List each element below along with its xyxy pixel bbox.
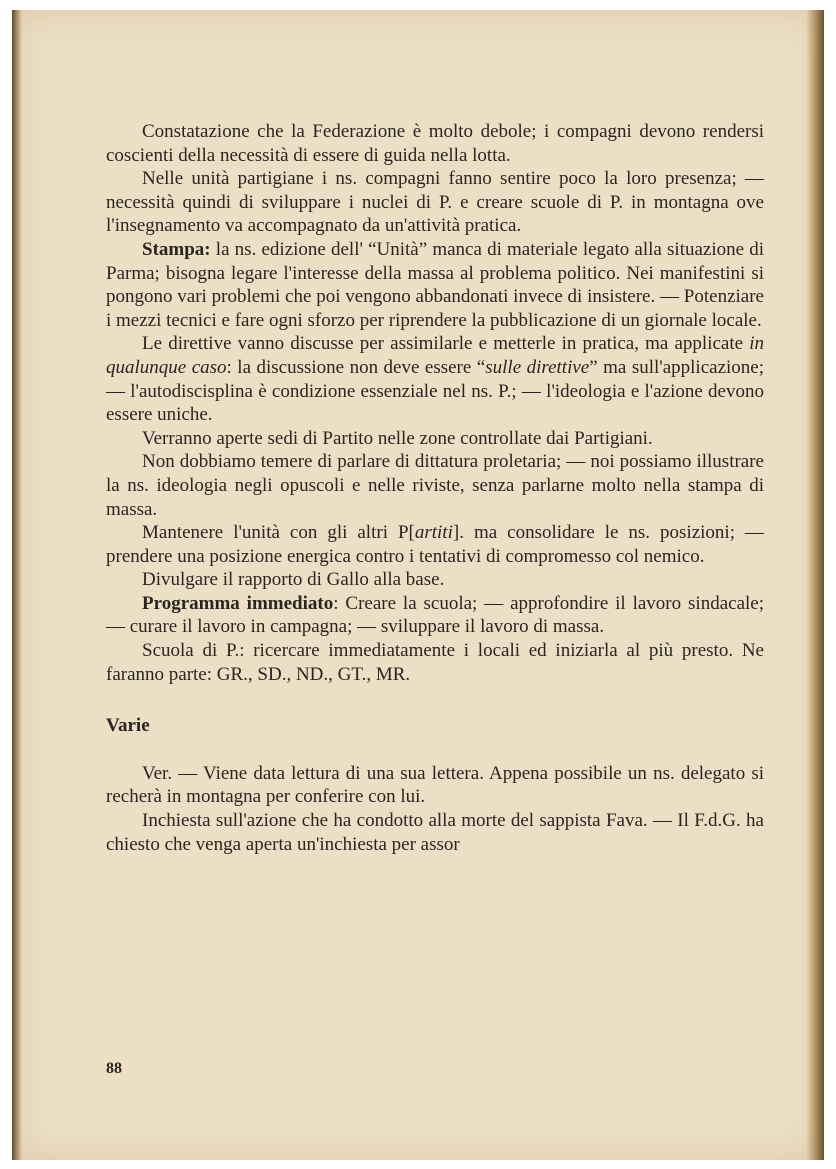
stampa-lead: Stampa: [142, 238, 211, 260]
body-text [106, 120, 764, 856]
paragraph-unita-partigiane: Nelle unità partigiane i ns. compagni fanno sentire poco la loro presenza; — necessità quindi di sviluppare i nuclei di P. e creare scuole di P. in montagna ove l'insegnamento va accompagnato da un'attività pratica. [106, 168, 764, 237]
section-heading-varie: Varie [106, 715, 150, 737]
page-gutter-right [806, 10, 824, 1160]
page-number: 88 [106, 1060, 122, 1077]
paragraph-direttive: Le direttive vanno discusse per assimilarle e metterle in pratica, ma applicate in qualunque caso: la discussione non deve essere “sulle direttive” ma sull'applicazione; — l'autodiscisplina è condizione essenziale nel ns. P.; — l'ideologia e l'azione devono essere uniche. [106, 333, 765, 426]
paragraph-stampa: Stampa: la ns. edizione dell' “Unità” manca di materiale legato alla situazione di Parma; bisogna legare l'interesse della massa al problema politico. Nei manifestini si pongono vari problemi che poi vengono abbandonati invece di insistere. — Potenziare i mezzi tecnici e fare ogni sforzo per riprendere la pubblicazione di un giornale locale. [106, 238, 764, 331]
paragraph-programma: Programma immediato: Creare la scuola; — approfondire il lavoro sindacale; — curare il lavoro in campagna; — sviluppare il lavoro di massa. [106, 592, 764, 638]
paragraph-ver: Ver. — Viene data lettura di una sua lettera. Appena possibile un ns. delegato si recherà in montagna per conferire con lui. [106, 762, 764, 808]
paragraph-inchiesta: Inchiesta sull'azione che ha condotto alla morte del sappista Fava. — Il F.d.G. ha chiesto che venga aperta un'inchiesta per assor [106, 810, 764, 855]
paragraph-federazione: Constatazione che la Federazione è molto debole; i compagni devono rendersi coscienti della necessità di essere di guida nella lotta. [106, 121, 764, 166]
paragraph-scuola: Scuola di P.: ricercare immediatamente i locali ed iniziarla al più presto. Ne faranno parte: GR., SD., ND., GT., MR. [106, 640, 764, 685]
paragraph-dittatura: Non dobbiamo temere di parlare di dittatura proletaria; — noi possiamo illustrare la ns. ideologia negli opuscoli e nelle riviste, senza parlarne molto nella stampa di massa. [106, 451, 764, 520]
italic-qualunque-caso: in qualunque caso [106, 333, 764, 378]
book-page [12, 10, 824, 1160]
paragraph-unita-partiti: Mantenere l'unità con gli altri P[artiti]. ma consolidare le ns. posizioni; — prendere una posizione energica contro i tentativi di compromesso col nemico. [106, 522, 764, 567]
programma-lead: Programma immediato [142, 592, 334, 614]
page-gutter-left [12, 10, 22, 1160]
italic-artiti: artiti [414, 522, 453, 544]
italic-sulle-direttive: sulle direttive [485, 356, 590, 378]
paragraph-gallo: Divulgare il rapporto di Gallo alla base. [142, 569, 445, 591]
paragraph-sedi-partito: Verranno aperte sedi di Partito nelle zone controllate dai Partigiani. [142, 427, 653, 449]
